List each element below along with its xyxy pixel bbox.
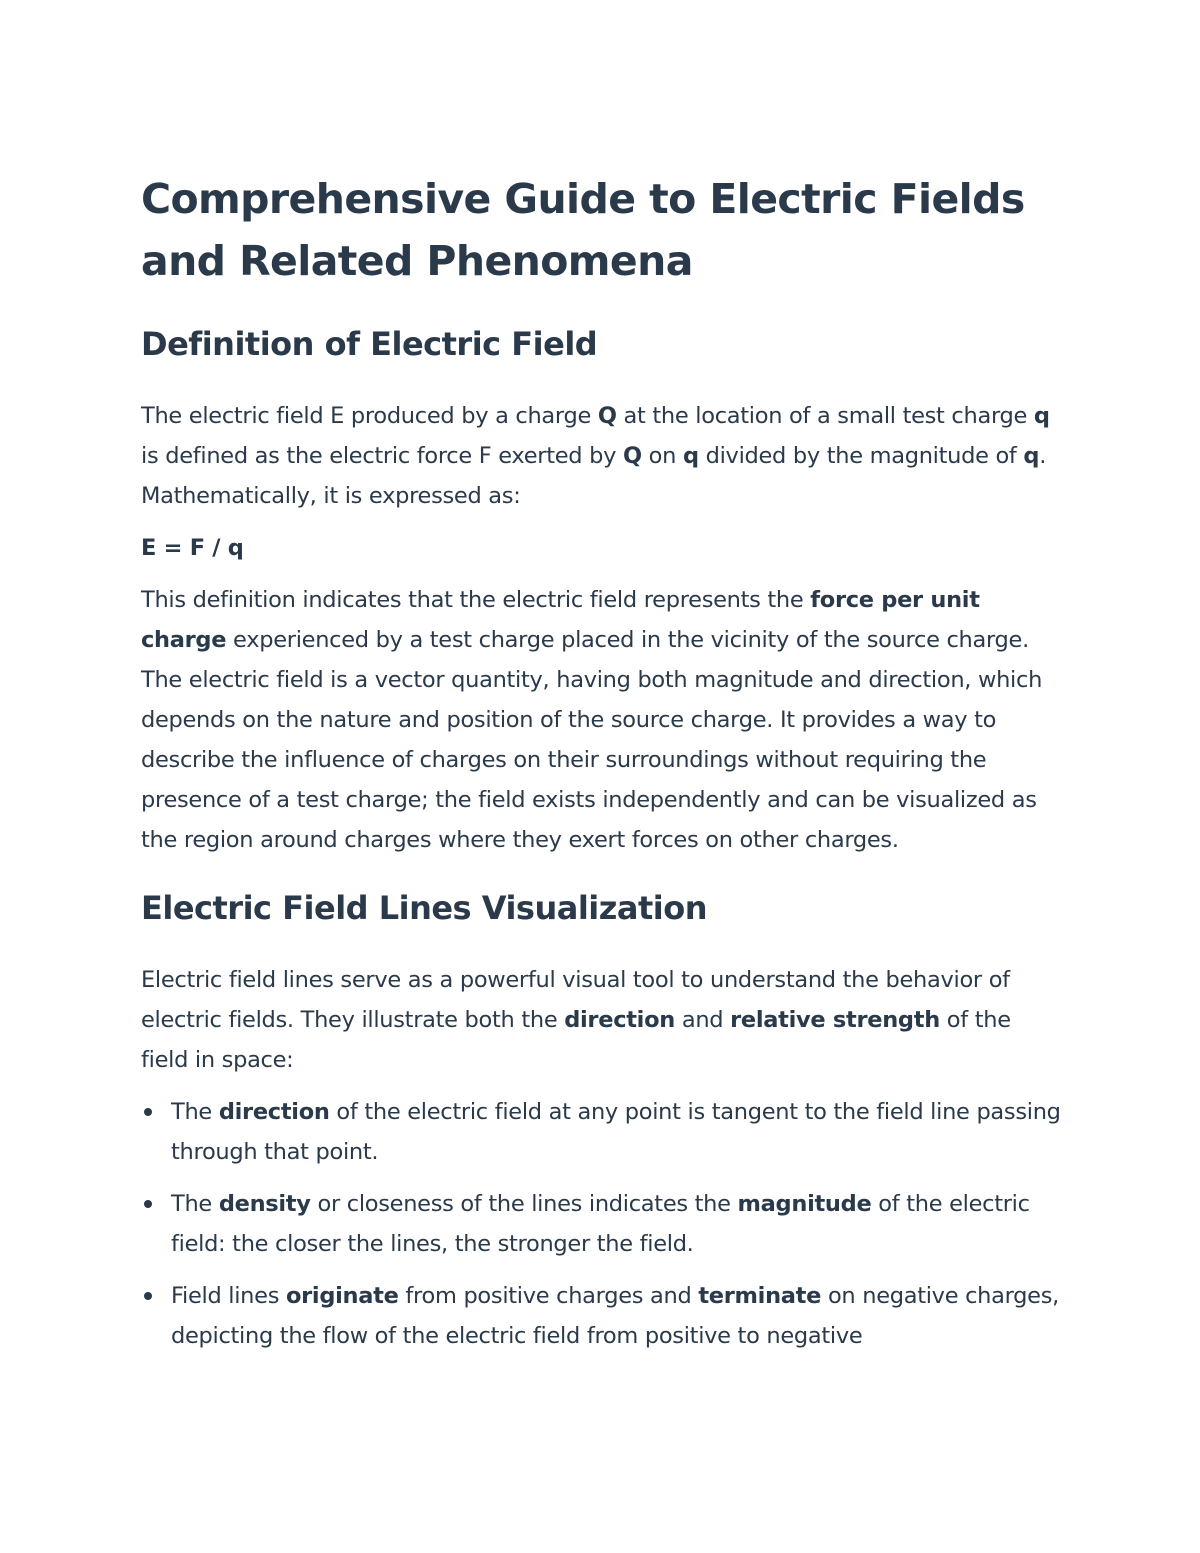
bold-term: q	[682, 443, 699, 469]
field-lines-intro-paragraph: Electric field lines serve as a powerful visual tool to understand the behavior of electric fields. They illustrate both the direction and relative strength of the field in space:	[141, 967, 1011, 1073]
definition-explanation-paragraph: This definition indicates that the electric field represents the force per unit charge experienced by a test charge placed in the vicinity of the source charge. The electric field is a vector quantity, having both magnitude and direction, which depends on the nature and position of the source charge. It provides a way to describe the influence of charges on their surroundings without requiring the presence of a test charge; the field exists independently and can be visualized as the region around charges where they exert forces on other charges.	[141, 587, 1043, 853]
bold-term: force per unit charge	[141, 587, 980, 653]
bullet-icon	[144, 1292, 152, 1300]
list-item-text: The direction of the electric field at any point is tangent to the field line passing through that point.	[171, 1099, 1061, 1165]
bold-term: direction	[218, 1099, 330, 1125]
bold-term: q	[1033, 403, 1050, 429]
bold-term: relative strength	[730, 1007, 940, 1033]
bold-term: magnitude	[737, 1191, 872, 1217]
list-item-text: Field lines originate from positive charges and terminate on negative charges, depicting the flow of the electric field from positive to negative	[171, 1283, 1059, 1349]
list-item	[141, 1092, 1061, 1172]
list-item	[141, 1184, 1061, 1264]
bullet-icon	[144, 1108, 152, 1116]
section-heading-definition: Definition of Electric Field	[141, 325, 598, 363]
bold-term: Q	[622, 443, 642, 469]
document-title: Comprehensive Guide to Electric Fields and Related Phenomena	[141, 175, 1025, 285]
document-page	[141, 168, 1061, 1368]
section-heading-field-lines: Electric Field Lines Visualization	[141, 889, 708, 927]
bold-term: Q	[597, 403, 617, 429]
bold-term: density	[218, 1191, 311, 1217]
formula: E = F / q	[141, 535, 244, 561]
bold-term: terminate	[698, 1283, 822, 1309]
list-item-text: The density or closeness of the lines indicates the magnitude of the electric field: the closer the lines, the stronger the field.	[171, 1191, 1030, 1257]
bold-term: q	[1023, 443, 1040, 469]
list-item	[141, 1276, 1061, 1356]
bold-term: originate	[285, 1283, 399, 1309]
bold-term: direction	[564, 1007, 675, 1033]
bullet-icon	[144, 1200, 152, 1208]
field-lines-bullet-list	[141, 1092, 1061, 1356]
definition-paragraph: The electric field E produced by a charge Q at the location of a small test charge q is defined as the electric force F exerted by Q on q divided by the magnitude of q. Mathematically, it is expressed as:	[141, 403, 1050, 509]
